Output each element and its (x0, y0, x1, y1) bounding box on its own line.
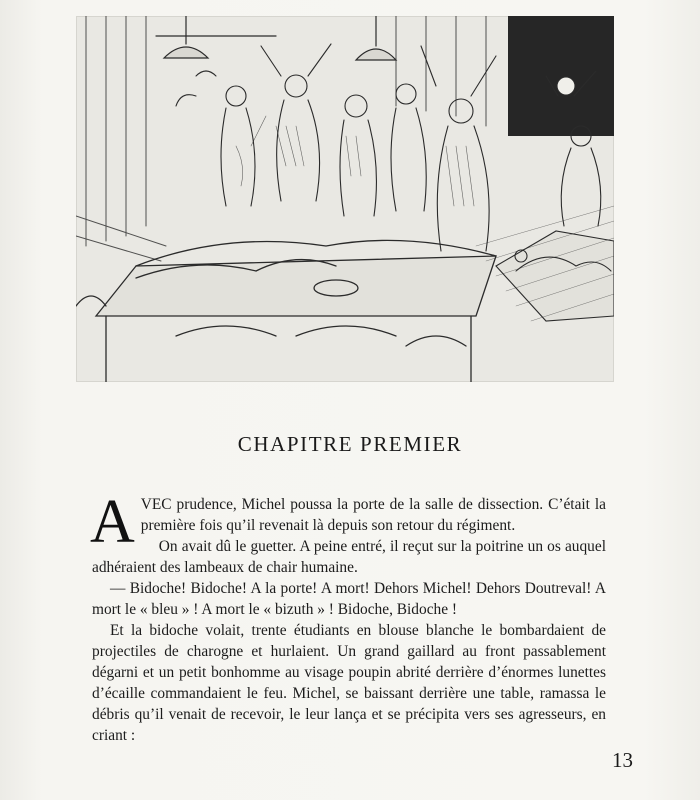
etching-illustration (76, 16, 614, 382)
paragraph-4: Et la bidoche volait, trente étudiants en blouse blanche le bombardaient de projectiles de charogne et hurlaient. Un grand gaillard au front passablement dégarni et un petit bonhomme au visage poupin abrité derrière d’énormes lunettes d’écaille commandaient le feu. Michel, se baissant derrière une table, ramassa le débris qu’il venait de recevoir, le leur lança et se précipita vers ses agresseurs, en criant : (92, 622, 606, 744)
page-number: 13 (612, 748, 633, 772)
drop-cap: A (90, 488, 135, 556)
paragraph-2: On avait dû le guetter. A peine entré, il reçut sur la poitrine un os auquel adhéraient des lambeaux de chair humaine. (92, 538, 606, 576)
chapter-body (90, 488, 606, 746)
chapter-title: CHAPITRE PREMIER (237, 432, 463, 456)
paragraph-1-text: VEC prudence, Michel poussa la porte de la salle de dissection. C’était la première fois qu’il revenait là depuis son retour du régiment. (140, 496, 606, 534)
paragraph-3: — Bidoche! Bidoche! A la porte! A mort! Dehors Michel! Dehors Doutreval! A mort le « bleu » ! A mort le « bizuth » ! Bidoche, Bidoche ! (92, 580, 606, 618)
paragraph-1 (90, 488, 606, 556)
